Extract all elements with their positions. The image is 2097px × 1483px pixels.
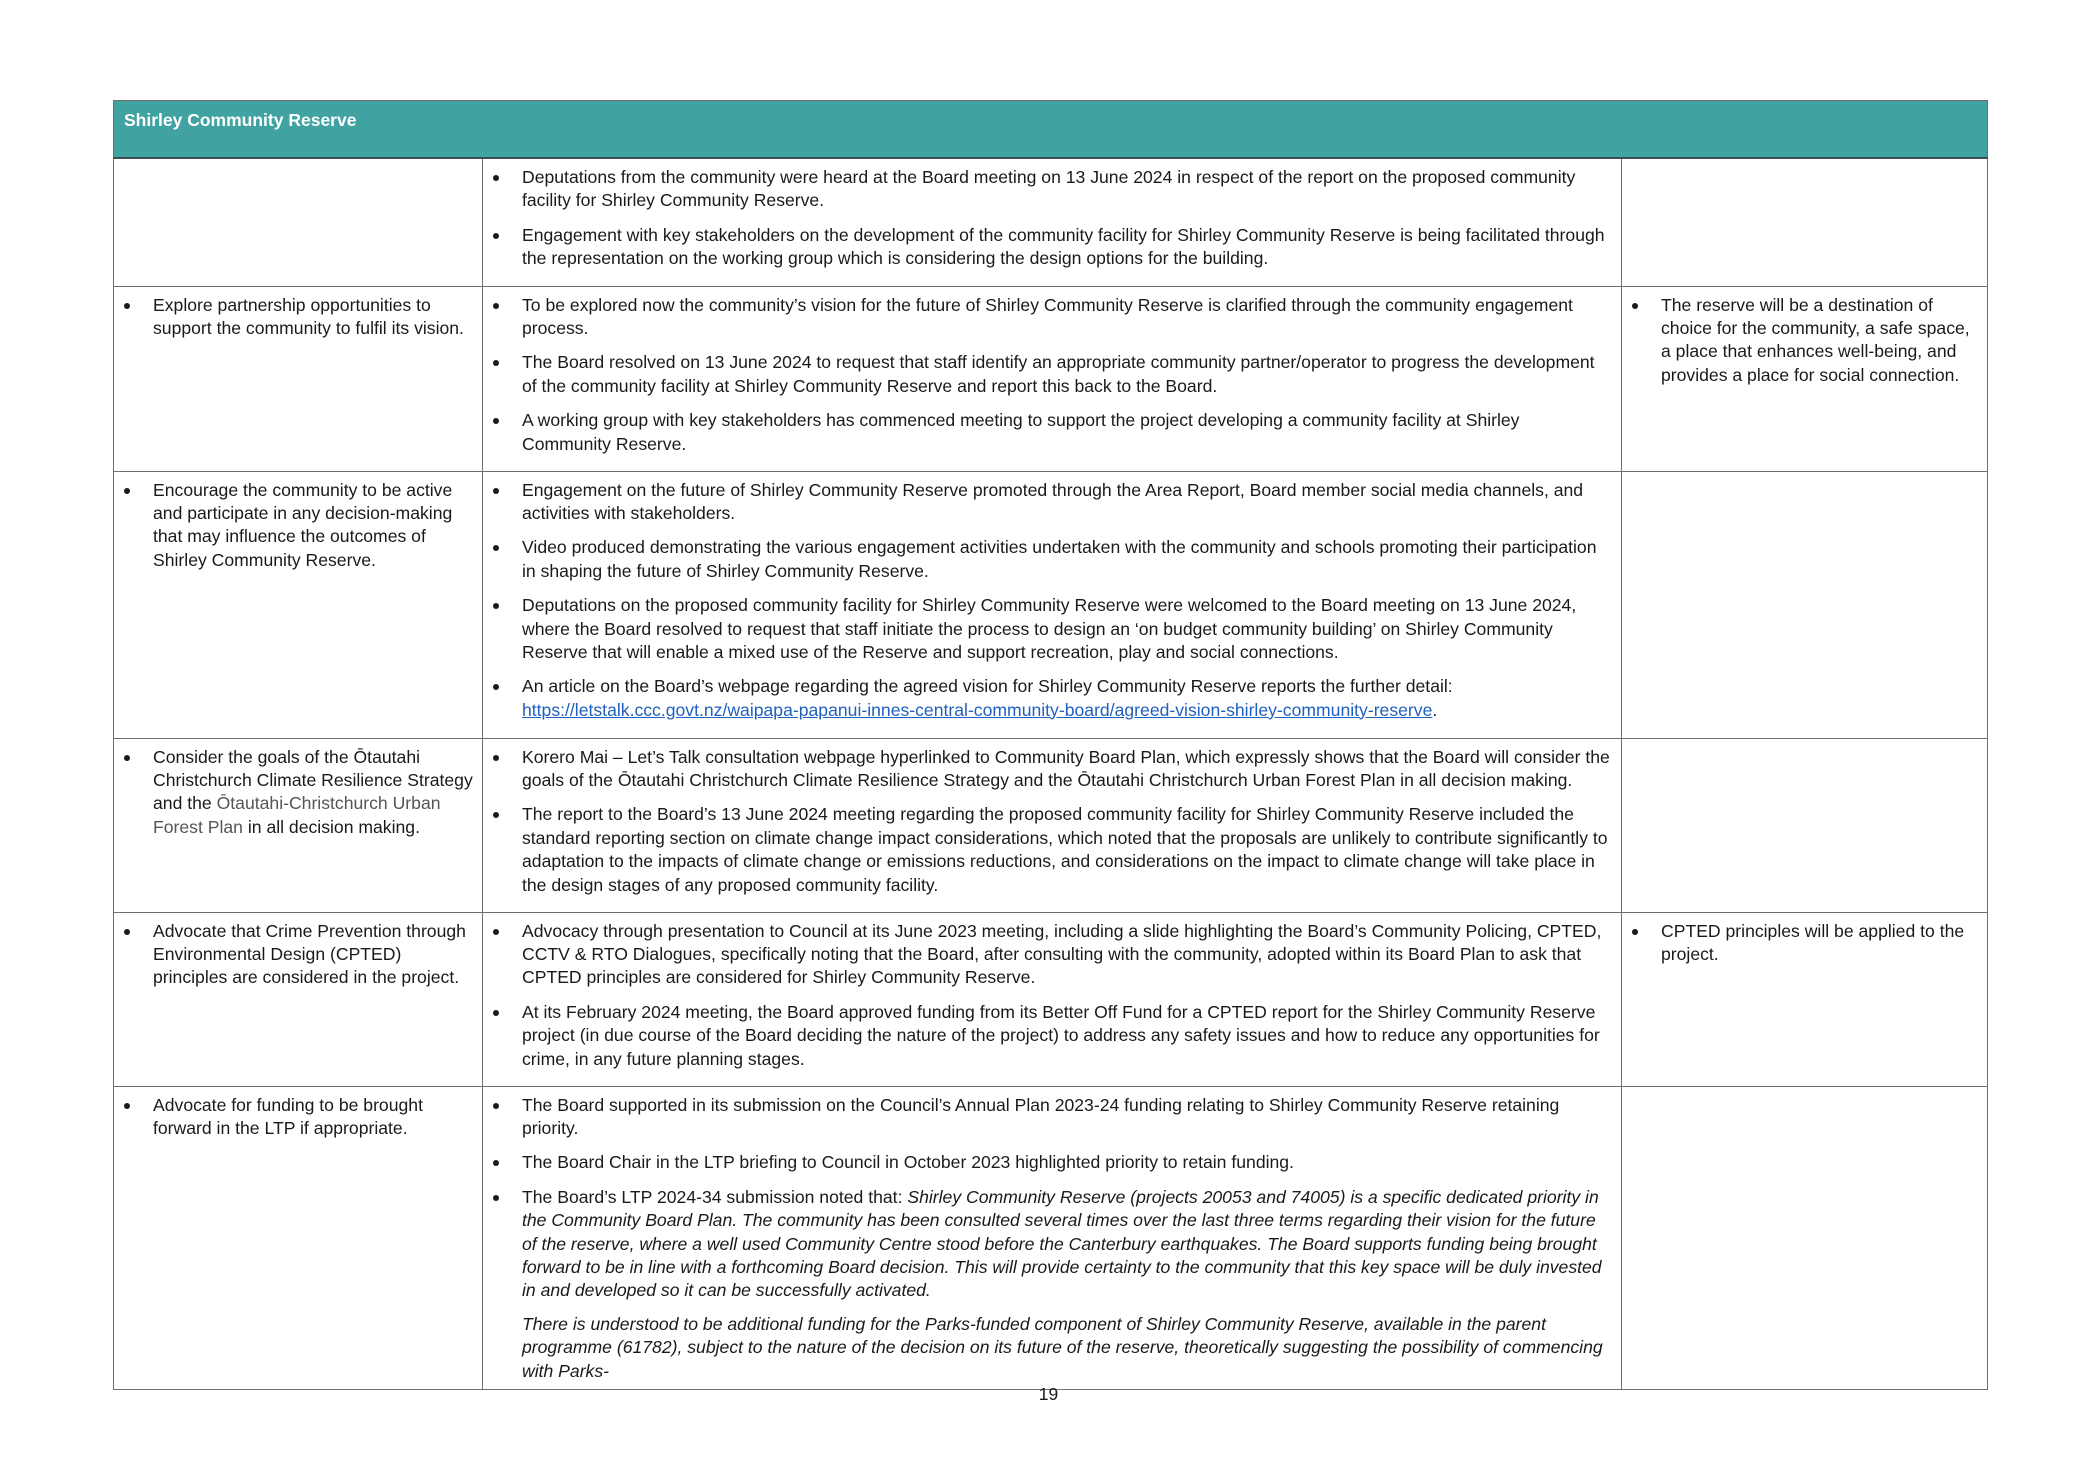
outcome-list — [1630, 920, 1979, 967]
outcome-cell — [1622, 912, 1988, 1086]
shirley-reserve-table — [113, 100, 1988, 1390]
list-item: Deputations from the community were heard at the Board meeting on 13 June 2024 in respect of the report on the proposed community facility for Shirley Community Reserve. — [491, 166, 1613, 213]
ltp-quote: Shirley Community Reserve (projects 20053 and 74005) is a specific dedicated priority in the Community Board Plan. The community has been consulted several times over the last three terms regarding their vision for the future of the reserve, where a well used Community Centre stood before the Canterbury earthquakes. The Board supports funding being brought forward to be in line with a forthcoming Board decision. This will provide certainty to the community that this key space will be duly invested in and developed so it can be successfully activated. — [522, 1186, 1602, 1301]
list-item: A working group with key stakeholders has commenced meeting to support the project developing a community facility at Shirley Community Reserve. — [491, 409, 1613, 456]
table-row — [114, 286, 1988, 471]
objective-cell — [114, 1086, 483, 1389]
progress-cell — [483, 912, 1622, 1086]
list-item: The reserve will be a destination of choice for the community, a safe space, a place that enhances well-being, and provides a place for social connection. — [1630, 294, 1979, 388]
list-item: Encourage the community to be active and participate in any decision-making that may influence the outcomes of Shirley Community Reserve. — [122, 479, 474, 573]
progress-list — [491, 746, 1613, 897]
objective-cell — [114, 471, 483, 738]
table-row — [114, 1086, 1988, 1389]
table-header-row — [114, 101, 1988, 159]
table-header-title: Shirley Community Reserve — [114, 101, 1988, 159]
page-number: 19 — [1038, 1384, 1059, 1404]
outcome-cell — [1622, 471, 1988, 738]
progress-cell — [483, 738, 1622, 912]
article-suffix: . — [1432, 699, 1438, 720]
list-item: Video produced demonstrating the various engagement activities undertaken with the community and schools promoting their participation in shaping the future of Shirley Community Reserve. — [491, 536, 1613, 583]
list-item — [491, 675, 1613, 722]
list-item: Advocate that Crime Prevention through Environmental Design (CPTED) principles are considered in the project. — [122, 920, 474, 990]
article-link[interactable]: https://letstalk.ccc.govt.nz/waipapa-papanui-innes-central-community-board/agreed-vision-shirley-community-reserve — [522, 699, 1433, 720]
list-item: Engagement with key stakeholders on the development of the community facility for Shirley Community Reserve is being facilitated through the representation on the working group which is considering the design options for the building. — [491, 224, 1613, 271]
objective-text-b: Ōtautahi-Christchurch Urban Forest Plan — [153, 793, 441, 837]
progress-cell — [483, 1086, 1622, 1389]
table-row — [114, 471, 1988, 738]
list-item: Explore partnership opportunities to support the community to fulfil its vision. — [122, 294, 474, 341]
list-item: The Board supported in its submission on the Council’s Annual Plan 2023-24 funding relating to Shirley Community Reserve retaining priority. — [491, 1094, 1613, 1141]
outcome-cell — [1622, 158, 1988, 286]
list-item — [491, 1186, 1613, 1303]
list-item: Korero Mai – Let’s Talk consultation webpage hyperlinked to Community Board Plan, which expressly shows that the Board will consider the goals of the Ōtautahi Christchurch Climate Resilience Strategy and the Ōtautahi Christchurch Urban Forest Plan in all decision making. — [491, 746, 1613, 793]
objective-text-a: Consider the goals of the Ōtautahi Christchurch Climate Resilience Strategy and the — [153, 746, 473, 814]
ltp-continuation: There is understood to be additional funding for the Parks-funded component of Shirley Community Reserve, available in the parent programme (61782), subject to the nature of the decision on its future of the reserve, theoretically suggesting the possibility of commencing with Parks- — [522, 1313, 1603, 1381]
list-item: At its February 2024 meeting, the Board approved funding from its Better Off Fund for a CPTED report for the Shirley Community Reserve project (in due course of the Board deciding the nature of the project) to address any safety issues and how to reduce any opportunities for crime, in any future planning stages. — [491, 1001, 1613, 1071]
table-row — [114, 912, 1988, 1086]
objective-text-c: in all decision making. — [242, 816, 420, 837]
list-item: Engagement on the future of Shirley Community Reserve promoted through the Area Report, Board member social media channels, and activities with stakeholders. — [491, 479, 1613, 526]
list-item: Deputations on the proposed community facility for Shirley Community Reserve were welcomed to the Board meeting on 13 June 2024, where the Board resolved to request that staff initiate the process to design an ‘on budget community building’ on Shirley Community Reserve that will enable a mixed use of the Reserve and support recreation, play and social connections. — [491, 594, 1613, 664]
progress-list — [491, 294, 1613, 456]
objective-cell — [114, 912, 483, 1086]
progress-list — [491, 920, 1613, 1071]
list-item: The Board resolved on 13 June 2024 to request that staff identify an appropriate community partner/operator to progress the development of the community facility at Shirley Community Reserve and report this back to the Board. — [491, 351, 1613, 398]
progress-list — [491, 1094, 1613, 1303]
table-row — [114, 738, 1988, 912]
list-item: Advocate for funding to be brought forward in the LTP if appropriate. — [122, 1094, 474, 1141]
objective-cell — [114, 286, 483, 471]
table-row — [114, 158, 1988, 286]
progress-cell — [483, 286, 1622, 471]
outcome-cell — [1622, 1086, 1988, 1389]
objective-list — [122, 1094, 474, 1141]
progress-cell — [483, 471, 1622, 738]
progress-list — [491, 479, 1613, 723]
outcome-list — [1630, 294, 1979, 388]
list-item — [122, 746, 474, 840]
objective-cell — [114, 738, 483, 912]
objective-list — [122, 479, 474, 573]
progress-list — [491, 166, 1613, 271]
ltp-lead: The Board’s LTP 2024-34 submission noted that: — [522, 1186, 908, 1207]
outcome-cell — [1622, 286, 1988, 471]
list-item: Advocacy through presentation to Council at its June 2023 meeting, including a slide highlighting the Board’s Community Policing, CPTED, CCTV & RTO Dialogues, specifically noting that the Board, after consulting with the community, adopted within its Board Plan to ask that CPTED principles are considered for Shirley Community Reserve. — [491, 920, 1613, 990]
list-item: The Board Chair in the LTP briefing to Council in October 2023 highlighted priority to retain funding. — [491, 1151, 1613, 1174]
objective-list — [122, 294, 474, 341]
objective-list — [122, 746, 474, 840]
list-item: To be explored now the community’s vision for the future of Shirley Community Reserve is clarified through the community engagement process. — [491, 294, 1613, 341]
list-item: CPTED principles will be applied to the project. — [1630, 920, 1979, 967]
list-item: The report to the Board’s 13 June 2024 meeting regarding the proposed community facility for Shirley Community Reserve included the standard reporting section on climate change impact considerations, which noted that the proposals are unlikely to contribute significantly to adaptation to the impacts of climate change or emissions reductions, and considerations on the impact to climate change will take place in the design stages of any proposed community facility. — [491, 803, 1613, 897]
article-text: An article on the Board’s webpage regarding the agreed vision for Shirley Community Reserve reports the further detail: — [522, 676, 1453, 697]
outcome-cell — [1622, 738, 1988, 912]
objective-list — [122, 920, 474, 990]
objective-cell — [114, 158, 483, 286]
progress-cell — [483, 158, 1622, 286]
